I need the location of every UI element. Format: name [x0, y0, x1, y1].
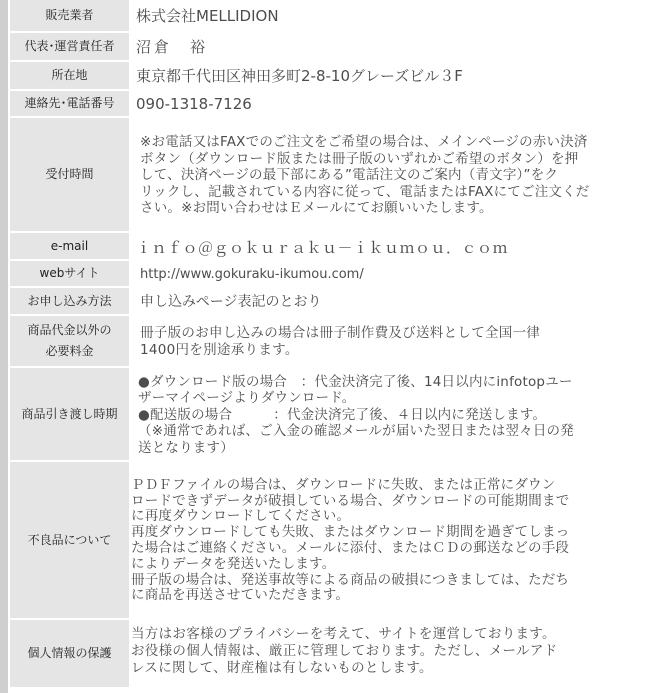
- row-extra-fees: [0, 316, 668, 368]
- value-hours: ※お電話又はFAXでのご注文をご希望の場合は、メインページの赤い決済 ボタン（ダウンロード版または冊子版のいずれかご希望のボタン）を押 して、決済ページの最下部にある”電話注文のご案内（青文字）”をク リックし、記載されている内容に従って、電話またはFAXにてご注文くだ さい。※お問い合わせはＥメールにてお願いいたします。: [140, 134, 590, 217]
- value-phone: 090-1318-7126: [136, 95, 252, 113]
- row-marker: [0, 316, 8, 368]
- row-delivery: [0, 368, 668, 462]
- value-order-method: 申し込みページ表記のとおり: [140, 293, 322, 310]
- label-hours: 受付時間: [10, 118, 129, 231]
- value-extra-fees: 冊子版のお申し込みの場合は冊子制作費及び送料として全国一律 1400円を別途承ります。: [140, 325, 541, 358]
- row-marker: [0, 462, 8, 620]
- value-defects: ＰＤＦファイルの場合は、ダウンロードに失敗、または正常にダウン ロードできずデータが破損している場合、ダウンロードの可能期間まで に再度ダウンロードしてください。 再度ダウンロードしても失敗、またはダウンロード期間を過ぎてしまっ た場合はご連絡ください。メールに添付、またはＣＤの郵送などの手段 によりデータを発送いたします。 冊子版の場合は、発送事故等による商品の破損につきましては、ただち に商品を再送させていただきます。: [131, 476, 570, 604]
- value-privacy: 当方はお客様のプライバシーを考えて、サイトを運営しております。 お役様の個人情報は、厳正に管理しております。ただし、メールアド レスに関して、財産権は有しないものとします。: [131, 626, 558, 676]
- label-order-method: お申し込み方法: [10, 288, 129, 314]
- row-address: [0, 62, 668, 91]
- row-marker: [0, 620, 8, 693]
- row-privacy: [0, 620, 668, 693]
- row-marker: [0, 288, 8, 316]
- label-representative: 代表･運営責任者: [10, 33, 129, 60]
- label-website: webサイト: [10, 261, 129, 286]
- value-representative: 沼倉 裕: [136, 38, 209, 56]
- row-email: [0, 233, 668, 261]
- row-marker: [0, 91, 8, 118]
- label-privacy: 個人情報の保護: [10, 620, 129, 687]
- row-marker: [0, 0, 8, 33]
- row-marker: [0, 261, 8, 288]
- value-delivery: ●ダウンロード版の場合 ：代金決済完了後、14日以内にinfotopユー ザーマイページよりダウンロード。 ●配送版の場合 ：代金決済完了後、４日以内に発送します。 （※通常であれば、ご入金の確認メールが届いた翌日または翌々日の発 送となります）: [138, 373, 574, 456]
- row-seller: [0, 0, 668, 33]
- row-representative: [0, 33, 668, 62]
- label-email: e-mail: [10, 233, 129, 259]
- label-seller: 販売業者: [10, 0, 129, 31]
- row-hours: [0, 118, 668, 233]
- label-delivery: 商品引き渡し時期: [10, 368, 129, 460]
- row-marker: [0, 62, 8, 91]
- label-address: 所在地: [10, 62, 129, 89]
- row-marker: [0, 233, 8, 261]
- row-website: [0, 261, 668, 288]
- row-marker: [0, 118, 8, 233]
- value-seller: 株式会社MELLIDION: [136, 7, 279, 25]
- row-marker: [0, 368, 8, 462]
- label-extra-fees: 商品代金以外の 必要料金: [10, 316, 129, 366]
- row-phone: [0, 91, 668, 118]
- value-email: ｉｎｆｏ＠ｇｏｋｕｒａｋｕ－ｉｋｕｍｏｕ．ｃｏｍ: [136, 238, 509, 257]
- value-website: http://www.gokuraku-ikumou.com/: [140, 267, 364, 282]
- row-order-method: [0, 288, 668, 316]
- row-defects: [0, 462, 668, 620]
- value-address: 東京都千代田区神田多町2-8-10グレーズビル３F: [136, 67, 463, 85]
- label-defects: 不良品について: [10, 462, 129, 618]
- row-marker: [0, 33, 8, 62]
- label-phone: 連絡先･電話番号: [10, 91, 129, 116]
